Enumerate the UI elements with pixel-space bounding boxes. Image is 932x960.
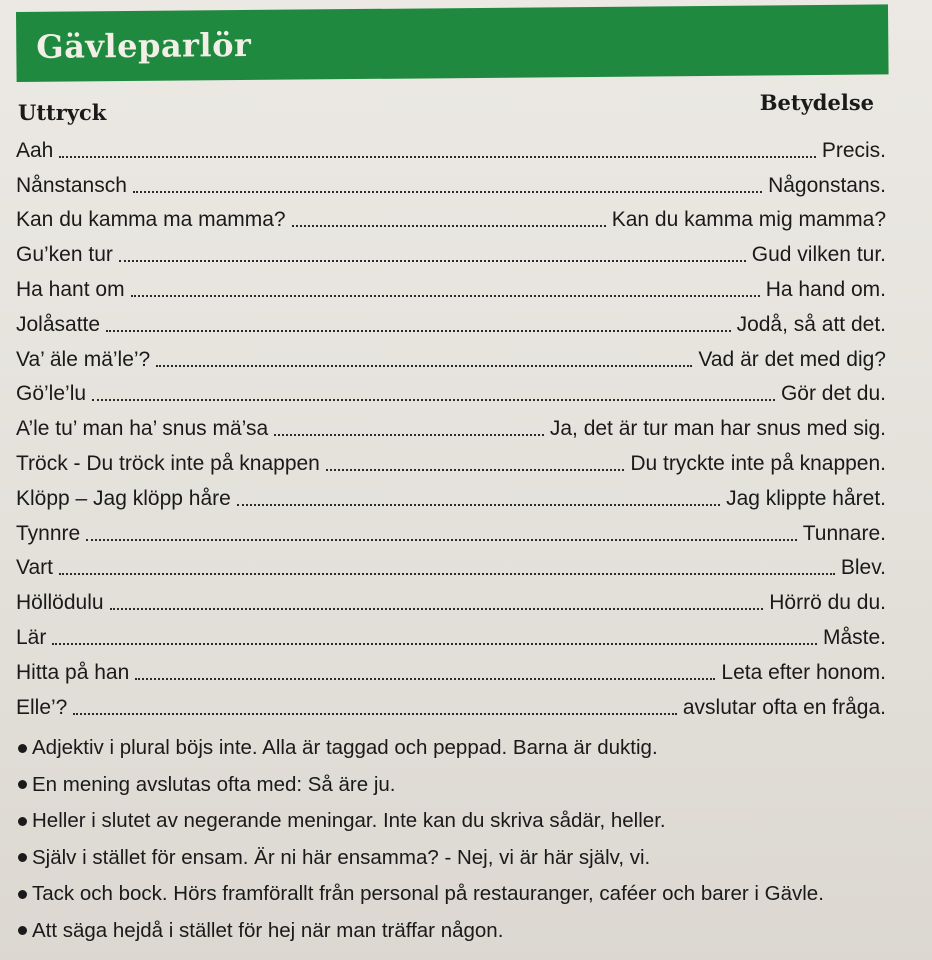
note-item (18, 913, 908, 950)
note-item (18, 840, 908, 877)
phrase-meaning: Leta efter honom. (721, 660, 886, 684)
title-banner (16, 4, 889, 82)
phrase-term: Lär (16, 625, 47, 649)
phrase-term: Höllödulu (16, 591, 104, 615)
phrase-row (16, 511, 886, 546)
phrase-row (16, 615, 886, 650)
dotted-leader (59, 573, 835, 575)
phrase-term: Jolåsatte (16, 312, 101, 336)
phrase-meaning: Jag klippte håret. (726, 486, 886, 510)
phrase-meaning: Du tryckte inte på knappen. (630, 451, 886, 475)
phrase-row (16, 232, 886, 267)
phrase-row (16, 372, 886, 407)
column-header-meaning: Betydelse (759, 90, 874, 115)
phrase-row (16, 441, 886, 476)
bullet-dot-icon (18, 817, 27, 826)
dotted-leader (92, 399, 775, 401)
bullet-dot-icon (18, 890, 27, 899)
phrase-meaning: avslutar ofta en fråga. (682, 695, 886, 719)
phrase-meaning: Jodå, så att det. (736, 312, 886, 336)
phrase-row (16, 685, 886, 720)
phrase-row (16, 406, 886, 441)
dotted-leader (131, 295, 760, 297)
dotted-leader (119, 260, 746, 262)
phrase-meaning: Precis. (821, 138, 886, 162)
phrase-row (16, 163, 886, 198)
dotted-leader (59, 156, 815, 158)
phrase-meaning: Tunnare. (802, 521, 886, 545)
bullet-dot-icon (18, 780, 27, 789)
dotted-leader (292, 225, 606, 227)
dotted-leader (106, 330, 731, 332)
phrase-meaning: Blev. (840, 556, 886, 580)
phrase-meaning: Ha hand om. (765, 277, 886, 301)
note-text: En mening avslutas ofta med: Så äre ju. (32, 772, 396, 796)
note-text: Tack och bock. Hörs framförallt från personal på restauranger, caféer och barer i Gävle. (32, 882, 824, 906)
phrase-term: Klöpp – Jag klöpp håre (16, 486, 231, 510)
phrase-meaning: Hörrö du du. (769, 591, 886, 615)
bullet-dot-icon (18, 926, 27, 935)
note-item (18, 730, 908, 767)
phrase-meaning: Kan du kamma mig mamma? (611, 208, 886, 232)
phrase-term: Tröck - Du tröck inte på knappen (16, 451, 320, 475)
phrase-term: Tynnre (16, 521, 81, 545)
phrase-term: Ha hant om (16, 277, 125, 301)
phrase-list (16, 128, 886, 720)
phrase-term: Aah (16, 138, 54, 162)
phrase-meaning: Måste. (822, 625, 886, 649)
note-item (18, 876, 908, 913)
note-text: Att säga hejdå i stället för hej när man träffar någon. (32, 918, 504, 942)
dotted-leader (237, 504, 720, 506)
dotted-leader (135, 678, 715, 680)
phrase-row (16, 128, 886, 163)
phrase-row (16, 546, 886, 581)
phrase-term: Hitta på han (16, 660, 130, 684)
dotted-leader (86, 539, 797, 541)
column-header-expression: Uttryck (18, 100, 107, 125)
phrase-row (16, 198, 886, 233)
phrase-row (16, 650, 886, 685)
bullet-dot-icon (18, 744, 27, 753)
phrase-term: A’le tu’ man ha’ snus mä’sa (16, 417, 269, 441)
phrase-term: Gu’ken tur (16, 243, 113, 267)
phrase-meaning: Vad är det med dig? (698, 347, 886, 371)
note-item (18, 767, 908, 804)
phrase-term: Elle’? (16, 695, 68, 719)
note-text: Heller i slutet av negerande meningar. Inte kan du skriva sådär, heller. (32, 809, 666, 833)
phrase-row (16, 302, 886, 337)
dotted-leader (133, 191, 762, 193)
phrase-row (16, 476, 886, 511)
note-text: Själv i stället för ensam. Är ni här ensamma? - Nej, vi är här själv, vi. (32, 845, 651, 869)
page-title: Gävleparlör (36, 25, 252, 66)
dotted-leader (326, 469, 624, 471)
phrase-term: Vart (16, 556, 53, 580)
phrase-term: Nånstansch (16, 173, 127, 197)
notes-list (18, 730, 908, 949)
phrase-meaning: Gör det du. (780, 382, 886, 406)
dotted-leader (73, 713, 677, 715)
dotted-leader (110, 608, 764, 610)
dotted-leader (274, 434, 544, 436)
phrase-meaning: Ja, det är tur man har snus med sig. (549, 417, 886, 441)
dotted-leader (52, 643, 817, 645)
dotted-leader (156, 365, 692, 367)
phrase-row (16, 337, 886, 372)
phrase-row (16, 267, 886, 302)
note-text: Adjektiv i plural böjs inte. Alla är taggad och peppad. Barna är duktig. (32, 736, 658, 760)
phrase-meaning: Någonstans. (768, 173, 886, 197)
phrase-meaning: Gud vilken tur. (751, 243, 886, 267)
phrase-row (16, 580, 886, 615)
phrase-term: Kan du kamma ma mamma? (16, 208, 286, 232)
note-item (18, 803, 908, 840)
phrase-term: Gö’le’lu (16, 382, 87, 406)
bullet-dot-icon (18, 853, 27, 862)
phrase-term: Va’ äle mä’le’? (16, 347, 151, 371)
